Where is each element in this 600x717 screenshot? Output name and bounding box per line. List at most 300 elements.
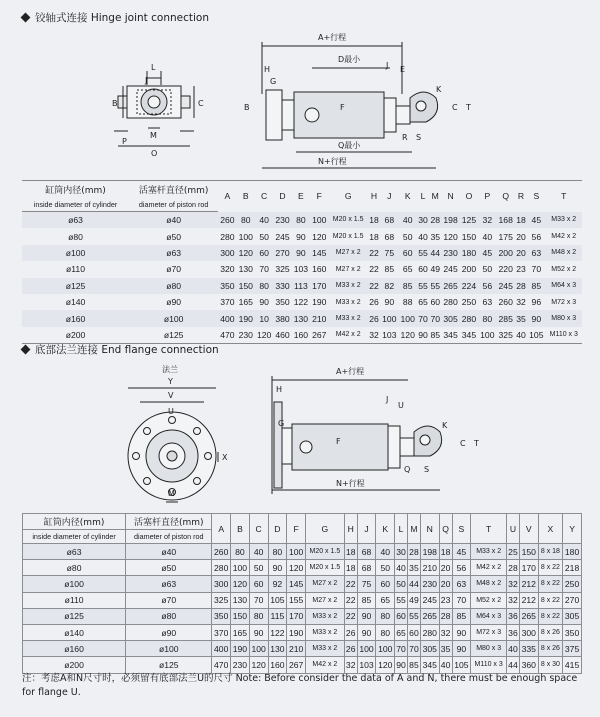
table-cell: 32 — [439, 624, 452, 640]
table-cell: 8 x 26 — [538, 641, 563, 657]
table-cell: 70 — [259, 264, 269, 275]
table-cell: 20 — [516, 247, 526, 258]
table-cell: 85 — [429, 327, 441, 344]
table-cell: 370 — [212, 624, 231, 640]
table-cell: 70 — [249, 592, 268, 608]
table-cell: 370 — [220, 297, 235, 308]
table-cell: 200 — [498, 247, 513, 258]
table-cell: 28 — [516, 280, 526, 291]
table-cell: M48 x 2 — [551, 249, 577, 257]
table-cell: 8 x 18 — [538, 544, 563, 560]
col-header: A — [218, 181, 236, 212]
table-cell: 100 — [249, 641, 268, 657]
header-rod-cn: 活塞杆直径(mm) — [129, 181, 218, 198]
table-cell: 44 — [430, 247, 441, 258]
table-cell: 25 — [507, 544, 520, 560]
table-cell: 210 — [287, 641, 306, 657]
table-cell: 375 — [563, 641, 582, 657]
table-cell: 90 — [296, 231, 306, 242]
table-cell: 40 — [439, 657, 452, 673]
table-cell: 260 — [498, 297, 513, 308]
table-cell: 22 — [369, 247, 379, 258]
col-header: C — [249, 514, 268, 544]
table-cell: 63 — [482, 297, 493, 308]
table-cell: ø200 — [22, 327, 129, 344]
table-cell: 35 — [516, 313, 526, 324]
table-cell: 280 — [220, 231, 235, 242]
table-cell: 300 — [212, 576, 231, 592]
col-header: F — [310, 181, 328, 212]
table-cell: ø63 — [23, 544, 126, 560]
table-cell: 150 — [519, 544, 538, 560]
table-cell: 113 — [294, 280, 308, 291]
section-title-flange-text: 底部法兰连接 End flange connection — [35, 344, 219, 356]
table-cell: 40 — [395, 560, 408, 576]
table-cell: 165 — [238, 297, 253, 308]
label-L: L — [151, 63, 156, 72]
table-cell: 60 — [376, 576, 395, 592]
label-J: J — [145, 76, 148, 85]
table-cell: 198 — [420, 544, 439, 560]
table-cell: 65 — [376, 592, 395, 608]
table-cell: 168 — [498, 214, 513, 225]
table-cell: 267 — [287, 657, 306, 673]
table-cell: 92 — [268, 576, 287, 592]
table-cell: 26 — [344, 624, 357, 640]
table-row — [22, 310, 582, 326]
table-cell: M20 x 1.5 — [306, 544, 345, 560]
table-cell: 80 — [249, 608, 268, 624]
table-cell: 350 — [275, 297, 290, 308]
table-cell: 22 — [344, 608, 357, 624]
col-header: K — [399, 181, 417, 212]
table-cell: 35 — [430, 231, 441, 242]
table-cell: ø50 — [166, 231, 182, 242]
flange-side-view — [128, 388, 218, 502]
table-cell: 130 — [231, 592, 250, 608]
col-header: J — [357, 514, 376, 544]
flange-spec-table — [22, 513, 582, 674]
col-header: T — [471, 514, 507, 544]
table-cell: M42 x 2 — [328, 327, 367, 344]
table-cell: 18 — [369, 214, 379, 225]
table-cell: 65 — [402, 264, 413, 275]
table-row — [23, 576, 582, 592]
col-header: N — [420, 514, 439, 544]
table-row — [23, 624, 582, 640]
table-cell: 40 — [402, 214, 413, 225]
table-cell: 220 — [498, 264, 513, 275]
table-cell: ø125 — [65, 280, 86, 291]
label-F: F — [340, 103, 345, 112]
table-cell: ø110 — [66, 264, 85, 275]
table-cell: 55 — [430, 280, 441, 291]
table-cell: M33 x 2 — [306, 624, 345, 640]
label-U-2: U — [398, 401, 404, 410]
table-cell: 265 — [420, 608, 439, 624]
table-cell: 18 — [369, 231, 379, 242]
table-cell: 145 — [312, 247, 327, 258]
table-cell: 26 — [369, 313, 379, 324]
table-cell: M64 x 3 — [551, 282, 577, 290]
table-cell: 40 — [482, 231, 493, 242]
col-header: E — [292, 181, 310, 212]
flange-table-body — [23, 544, 582, 674]
col-header: H — [368, 181, 380, 212]
table-cell: 165 — [231, 624, 250, 640]
col-header: U — [507, 514, 520, 544]
table-cell: 160 — [312, 264, 327, 275]
table-cell: 60 — [402, 247, 413, 258]
table-cell: 198 — [443, 214, 458, 225]
table-cell: 55 — [418, 280, 428, 291]
table-cell: 230 — [275, 214, 290, 225]
table-cell: 335 — [519, 641, 538, 657]
table-cell: 96 — [531, 297, 542, 308]
table-cell: ø40 — [126, 544, 212, 560]
table-cell: 90 — [268, 560, 287, 576]
table-cell: 325 — [275, 264, 290, 275]
table-cell: 212 — [519, 576, 538, 592]
label-T: T — [466, 103, 471, 112]
table-cell: 265 — [443, 280, 458, 291]
table-cell: 345 — [420, 657, 439, 673]
col-header: O — [460, 181, 478, 212]
table-cell: 28 — [430, 214, 441, 225]
label-S: S — [416, 133, 422, 142]
table-cell: ø100 — [23, 576, 126, 592]
col-header: X — [538, 514, 563, 544]
table-row — [23, 608, 582, 624]
section-title-hinge — [22, 10, 209, 25]
table-cell: 60 — [418, 264, 428, 275]
table-cell: 122 — [293, 297, 309, 308]
table-cell: M80 x 3 — [471, 641, 507, 657]
label-C: C — [198, 99, 204, 108]
table-cell: ø80 — [23, 560, 126, 576]
table-cell: 36 — [507, 624, 520, 640]
table-cell: 80 — [259, 280, 269, 291]
table-cell: M110 x 3 — [546, 327, 582, 344]
table-cell: 85 — [452, 608, 471, 624]
label-F-2: F — [336, 437, 341, 446]
table-cell: 63 — [531, 247, 542, 258]
table-cell: 415 — [563, 657, 582, 673]
col-header: M — [429, 181, 441, 212]
table-cell: 105 — [268, 592, 287, 608]
table-cell: 30 — [395, 544, 408, 560]
table-cell: M33 x 2 — [471, 544, 507, 560]
col-header: D — [268, 514, 287, 544]
table-cell: 230 — [231, 657, 250, 673]
table-cell: 65 — [418, 297, 428, 308]
table-cell: ø40 — [166, 215, 182, 226]
label-N-stroke: N+行程 — [318, 157, 347, 166]
table-cell: 35 — [439, 641, 452, 657]
label-K-2: K — [442, 421, 448, 430]
table-cell: ø90 — [126, 624, 212, 640]
table-cell: 90 — [357, 624, 376, 640]
table-cell: 60 — [395, 608, 408, 624]
table-cell: ø50 — [126, 560, 212, 576]
table-cell: ø63 — [68, 215, 83, 226]
table-cell: 80 — [231, 544, 250, 560]
table-cell: 32 — [516, 297, 526, 308]
label-R: R — [402, 133, 408, 142]
table-cell: 49 — [408, 592, 421, 608]
table-cell: 100 — [238, 231, 253, 242]
col-header: S — [452, 514, 471, 544]
table-cell: 32 — [507, 592, 520, 608]
table-cell: 22 — [369, 264, 379, 275]
label-J-front: J — [386, 61, 389, 70]
table-row — [23, 592, 582, 608]
table-cell: 90 — [452, 624, 471, 640]
table-cell: 230 — [420, 576, 439, 592]
table-cell: M48 x 2 — [471, 576, 507, 592]
table-cell: 90 — [417, 327, 429, 344]
table-cell: 82 — [384, 280, 395, 291]
table-cell: 68 — [384, 214, 395, 225]
table-cell: 300 — [220, 247, 235, 258]
table-cell: M33 x 2 — [306, 608, 345, 624]
table-cell: 32 — [507, 576, 520, 592]
label-B-front: B — [244, 103, 250, 112]
table-row — [23, 560, 582, 576]
table-cell: 90 — [395, 657, 408, 673]
table-cell: M33 x 2 — [551, 216, 577, 224]
hinge-joint-diagram — [100, 28, 500, 176]
table-cell: 230 — [443, 247, 458, 258]
table-cell: 8 x 22 — [538, 576, 563, 592]
table-cell: 50 — [259, 231, 269, 242]
label-X: X — [222, 453, 228, 462]
table-cell: 245 — [443, 264, 458, 275]
col-header: L — [417, 181, 429, 212]
table-cell: 120 — [312, 231, 327, 242]
table-cell: 45 — [531, 214, 542, 225]
table-cell: 224 — [461, 280, 477, 291]
table-cell: M27 x 2 — [335, 249, 361, 257]
table-cell: 190 — [231, 641, 250, 657]
table-cell: M80 x 3 — [551, 315, 577, 323]
col-header: R — [515, 181, 527, 212]
table-cell: 85 — [357, 592, 376, 608]
table-cell: 210 — [420, 560, 439, 576]
col-header: N — [441, 181, 459, 212]
col-header: C — [255, 181, 273, 212]
table-cell: 50 — [482, 264, 493, 275]
table-cell: 115 — [268, 608, 287, 624]
table-cell: 190 — [312, 297, 327, 308]
table-cell: 120 — [376, 657, 395, 673]
table-row — [22, 261, 582, 277]
table-cell: 360 — [519, 657, 538, 673]
table-cell: 60 — [430, 297, 441, 308]
table-cell: 400 — [212, 641, 231, 657]
table-cell: 85 — [402, 280, 413, 291]
label-D-min: D最小 — [338, 55, 361, 64]
table-cell: 125 — [461, 214, 477, 225]
table-cell: 155 — [287, 592, 306, 608]
table-cell: 55 — [418, 247, 428, 258]
table-header-row — [22, 181, 582, 198]
table-cell: M52 x 2 — [551, 265, 577, 273]
table-cell: M42 x 2 — [306, 657, 345, 673]
table-cell: 245 — [498, 280, 513, 291]
section-title-hinge-text: 铰轴式连接 Hinge joint connection — [35, 12, 209, 24]
hinge-table-body — [22, 212, 582, 344]
table-cell: 260 — [220, 214, 235, 225]
table-cell: M20 x 1.5 — [306, 560, 345, 576]
table-cell: 80 — [296, 214, 306, 225]
table-row — [22, 245, 582, 261]
table-cell: 60 — [408, 624, 421, 640]
table-row — [22, 228, 582, 244]
col-header: V — [519, 514, 538, 544]
col-header: S — [527, 181, 545, 212]
label-E: E — [400, 65, 406, 74]
label-G: G — [270, 77, 277, 86]
table-cell: 56 — [531, 231, 542, 242]
table-cell: 50 — [376, 560, 395, 576]
table-cell: 285 — [498, 313, 513, 324]
label-A-stroke: A+行程 — [318, 33, 347, 42]
diamond-bullet-icon — [21, 345, 31, 355]
table-cell: ø160 — [65, 313, 86, 324]
table-cell: 18 — [344, 560, 357, 576]
header-bore-cn: 缸筒内径(mm) — [23, 514, 126, 530]
table-cell: 90 — [259, 297, 269, 308]
label-Y: Y — [168, 377, 173, 386]
table-cell: 305 — [563, 608, 582, 624]
table-cell: 250 — [461, 297, 477, 308]
table-cell: 170 — [519, 560, 538, 576]
table-cell: ø125 — [23, 608, 126, 624]
table-cell: M110 x 3 — [471, 657, 507, 673]
table-cell: 100 — [357, 641, 376, 657]
label-U-side: U — [168, 407, 174, 416]
table-cell: 380 — [275, 313, 290, 324]
table-cell: ø90 — [166, 297, 182, 308]
label-S-2: S — [424, 465, 430, 474]
table-cell: 18 — [516, 214, 526, 225]
label-A-stroke-2: A+行程 — [336, 367, 365, 376]
table-cell: ø140 — [23, 624, 126, 640]
table-cell: 260 — [212, 544, 231, 560]
table-cell: 265 — [519, 608, 538, 624]
col-header: A — [212, 514, 231, 544]
table-cell: 32 — [368, 327, 380, 344]
table-cell: 10 — [259, 313, 269, 324]
table-cell: 44 — [507, 657, 520, 673]
table-cell: 103 — [357, 657, 376, 673]
table-cell: 26 — [344, 641, 357, 657]
table-cell: 190 — [238, 313, 253, 324]
table-cell: 26 — [369, 297, 379, 308]
table-cell: 90 — [249, 624, 268, 640]
table-cell: 75 — [384, 247, 395, 258]
table-cell: 68 — [357, 560, 376, 576]
flange-front-view — [272, 376, 442, 494]
table-cell: 40 — [249, 544, 268, 560]
table-cell: 250 — [563, 576, 582, 592]
label-G-2: G — [278, 419, 285, 428]
table-cell: 180 — [563, 544, 582, 560]
table-cell: 85 — [531, 280, 542, 291]
table-cell: 8 x 22 — [538, 560, 563, 576]
table-cell: 70 — [418, 313, 428, 324]
table-cell: 120 — [255, 327, 273, 344]
table-cell: 49 — [430, 264, 441, 275]
col-header: L — [395, 514, 408, 544]
end-flange-diagram — [100, 362, 500, 508]
col-header: K — [376, 514, 395, 544]
table-cell: 460 — [273, 327, 291, 344]
table-cell: M42 x 2 — [471, 560, 507, 576]
table-cell: M72 x 3 — [471, 624, 507, 640]
table-cell: 200 — [461, 264, 477, 275]
col-header: B — [237, 181, 255, 212]
table-cell: 345 — [460, 327, 478, 344]
table-cell: 170 — [312, 280, 327, 291]
table-cell: 32 — [344, 657, 357, 673]
table-cell: 305 — [443, 313, 458, 324]
table-cell: 180 — [461, 247, 477, 258]
table-cell: M72 x 3 — [551, 298, 577, 306]
table-cell: 130 — [293, 313, 309, 324]
table-cell: 20 — [439, 576, 452, 592]
header-rod-en: diameter of piston rod — [129, 197, 218, 212]
label-P: P — [122, 137, 127, 146]
table-cell: 18 — [344, 544, 357, 560]
table-cell: 212 — [519, 592, 538, 608]
table-cell: 218 — [563, 560, 582, 576]
table-cell: ø70 — [166, 264, 182, 275]
table-cell: 36 — [507, 608, 520, 624]
table-cell: 20 — [439, 560, 452, 576]
table-cell: 8 x 22 — [538, 608, 563, 624]
table-cell: 245 — [420, 592, 439, 608]
label-J-2: J — [386, 395, 389, 404]
table-cell: ø63 — [126, 576, 212, 592]
header-bore-en: inside diameter of cylinder — [23, 530, 126, 544]
table-cell: 40 — [418, 231, 428, 242]
col-header: F — [287, 514, 306, 544]
header-bore-cn: 缸筒内径(mm) — [22, 181, 129, 198]
footnote: 注：考虑A和N尺寸时，必须留有底部法兰U的尺寸 Note: Before consider the data of A and N, there must be enough space for flange U. — [22, 673, 578, 698]
table-cell: M52 x 2 — [471, 592, 507, 608]
table-cell: ø140 — [65, 297, 86, 308]
table-cell: 245 — [275, 231, 290, 242]
table-cell: 280 — [420, 624, 439, 640]
table-cell: 22 — [344, 576, 357, 592]
table-cell: 70 — [408, 641, 421, 657]
table-cell: 280 — [212, 560, 231, 576]
table-cell: 22 — [344, 592, 357, 608]
table-cell: 350 — [220, 280, 235, 291]
table-cell: 80 — [482, 313, 493, 324]
table-cell: 100 — [287, 544, 306, 560]
table-cell: 400 — [220, 313, 235, 324]
table-row — [22, 278, 582, 294]
table-cell: 120 — [249, 657, 268, 673]
table-cell: 120 — [238, 247, 253, 258]
table-cell: 35 — [408, 560, 421, 576]
table-cell: 270 — [275, 247, 290, 258]
table-header-row — [23, 514, 582, 530]
table-row — [23, 641, 582, 657]
